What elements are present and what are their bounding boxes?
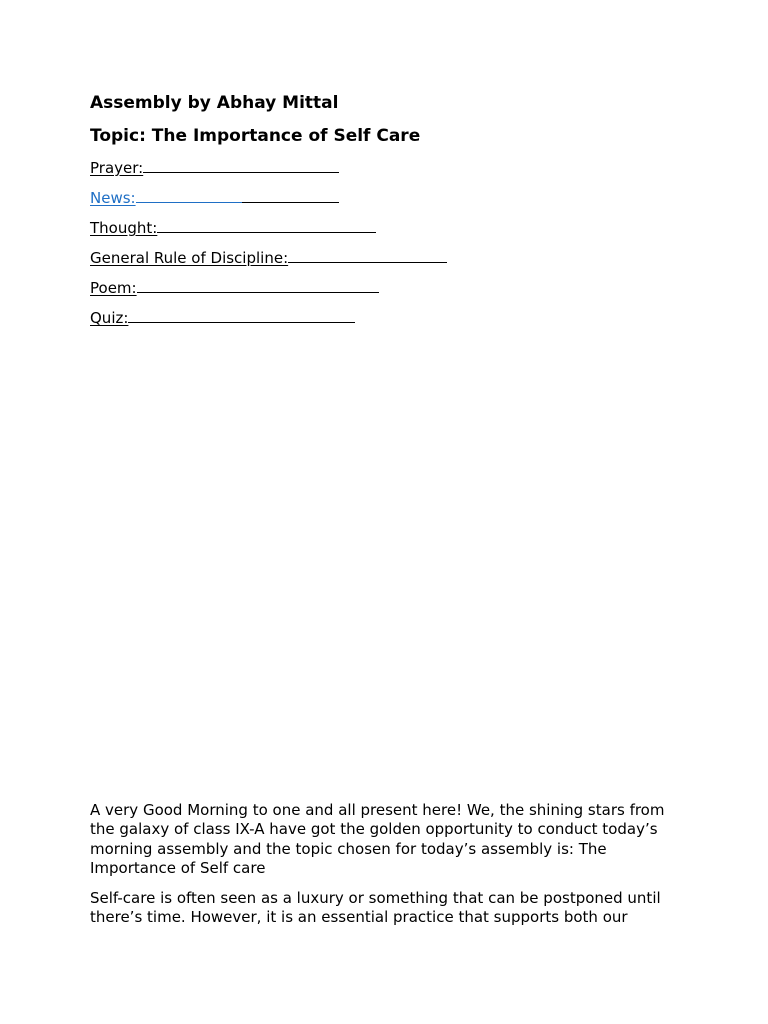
- quiz-blank-line: [128, 308, 355, 323]
- poem-field: [90, 278, 379, 297]
- news-blank-line: [242, 188, 339, 203]
- intro-paragraph: A very Good Morning to one and all present here! We, the shining stars from the galaxy of class IX-A have got the golden opportunity to conduct today’s morning assembly and the topic chosen for today’s assembly is: The Importance of Self care: [90, 801, 665, 877]
- document-topic: Topic: The Importance of Self Care: [90, 126, 421, 146]
- thought-blank-line: [157, 218, 376, 233]
- news-field: [90, 188, 339, 207]
- document-title: Assembly by Abhay Mittal: [90, 93, 339, 113]
- quiz-field: [90, 308, 355, 327]
- discipline-rule-field: [90, 248, 447, 267]
- prayer-field: [90, 158, 339, 177]
- news-link[interactable]: News:: [90, 189, 136, 207]
- discipline-rule-label: General Rule of Discipline:: [90, 249, 289, 267]
- thought-label: Thought:: [90, 219, 158, 237]
- thought-field: [90, 218, 376, 237]
- self-care-paragraph: Self-care is often seen as a luxury or something that can be postponed until there’s time. However, it is an essential practice that supports both our: [90, 889, 661, 927]
- prayer-label: Prayer:: [90, 159, 144, 177]
- discipline-rule-blank-line: [288, 248, 447, 263]
- poem-label: Poem:: [90, 279, 137, 297]
- news-link-blank-line: [136, 188, 242, 203]
- poem-blank-line: [137, 278, 379, 293]
- quiz-label: Quiz:: [90, 309, 129, 327]
- prayer-blank-line: [143, 158, 339, 173]
